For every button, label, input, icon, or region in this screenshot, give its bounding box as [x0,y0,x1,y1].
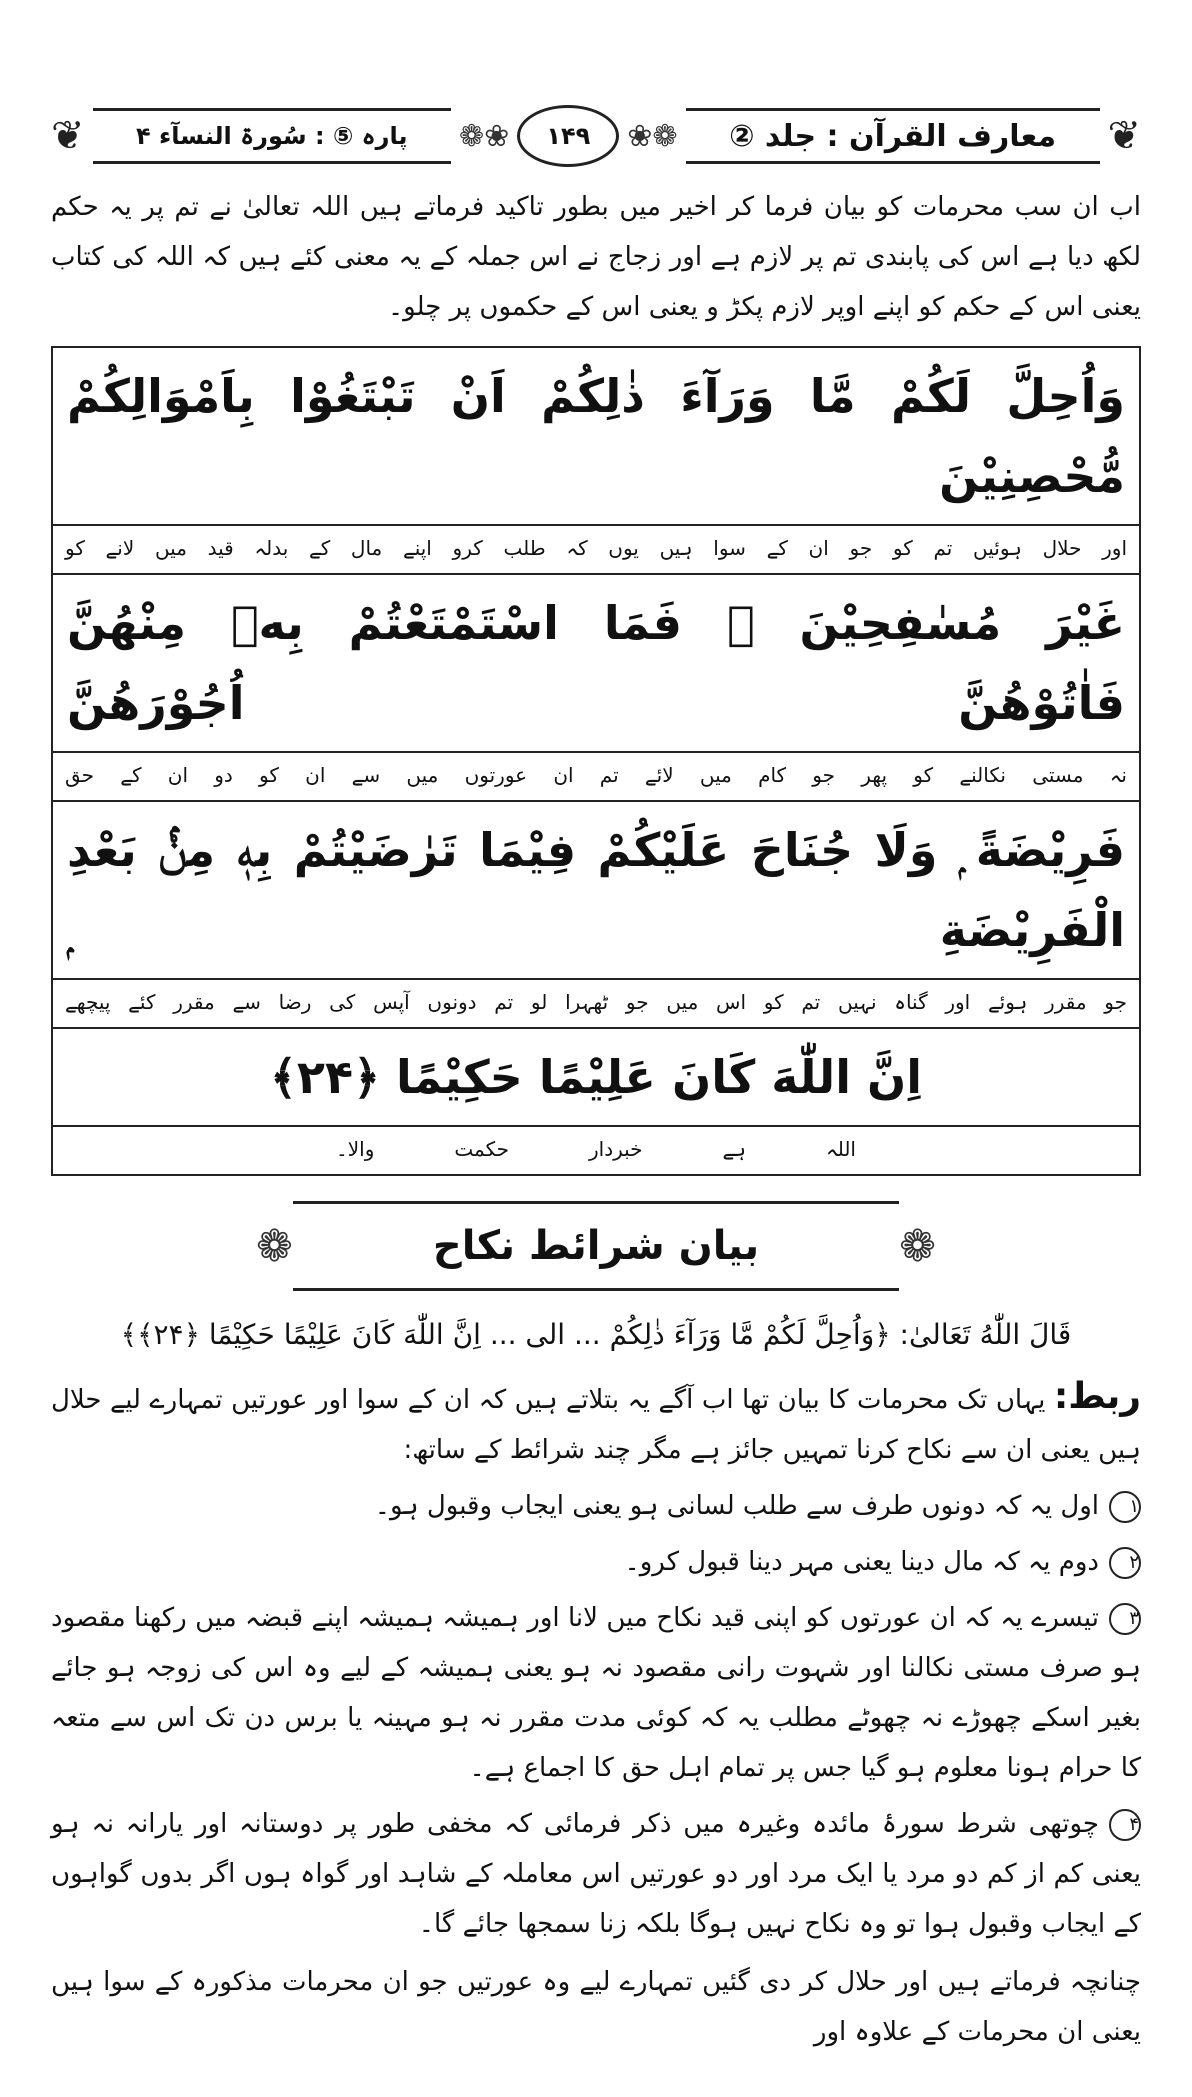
circled-number: ۳ [1109,1603,1141,1635]
circled-number: ۴ [1109,1809,1141,1841]
verse-arabic-row: اِنَّ اللّٰهَ كَانَ عَلِيْمًا حَكِيْمًا ﴿۲۴﴾ [53,1029,1139,1127]
ornament-icon: ❦ [1107,113,1142,159]
page-number: ۱۴۹ [517,105,619,167]
condition-item [51,1593,1141,1793]
condition-text: اول یہ کہ دونوں طرف سے طلب لسانی ہو یعنی ایجاب وقبول ہو۔ [374,1491,1099,1521]
translation-word: والا۔ [336,1137,375,1161]
header-center [459,105,678,167]
verse-table [51,346,1141,1176]
intro-paragraph: اب ان سب محرمات کو بیان فرما کر اخیر میں بطور تاکید فرماتے ہیں اللہ تعالیٰ نے تم پر یہ حکم لکھ دیا ہے اس کی پابندی تم پر لازم ہے اور زجاج نے اس جملہ کے یہ معنی کئے ہیں کہ اللہ کی کتاب یعنی اس کے حکم کو اپنے اوپر لازم پکڑ و یعنی اس کے حکموں پر چلو۔ [51,192,1141,322]
condition-item [51,1537,1141,1587]
ornament-icon: ❁❀ [459,118,510,154]
ornament-icon: ❀❁ [627,118,678,154]
translation-word: اللہ [825,1137,856,1161]
verse-arabic-row: غَيْرَ مُسٰفِحِيْنَ ۭ فَمَا اسْتَمْتَعْتُمْ بِهٖ مِنْهُنَّ فَاٰتُوْهُنَّ اُجُوْرَهُنَّ [53,575,1139,753]
section-title: بیان شرائط نکاح [293,1201,899,1291]
verse-quote: قَالَ اللّٰهُ تَعَالیٰ: ﴿وَاُحِلَّ لَكُمْ مَّا وَرَآءَ ذٰلِكُمْ ... الی ... اِنَّ اللّٰهَ كَانَ عَلِيْمًا حَكِيْمًا ﴿۲۴﴾﴾ [120,1318,1072,1351]
rabt-text: یہاں تک محرمات کا بیان تھا اب آگے یہ بتلاتے ہیں کہ ان کے سوا اور عورتیں تمہارے لیے حلال ہیں یعنی ان سے نکاح کرنا تمہیں جائز ہے مگر چند شرائط کے ساتھ: [51,1385,1141,1465]
translation-word: ہے [722,1137,746,1161]
verse-translation-row: نہ مستی نکالنے کو پھر جو کام میں لائے تم ان عورتوں میں سے ان کو دو ان کے حق [53,753,1139,802]
book-title: معارف القرآن : جلد ② [686,108,1100,164]
condition-item [51,1799,1141,1949]
page [51,0,1141,2097]
para-surah-label: پارہ ⑤ : سُورۃ النسآء ۴ [93,108,452,164]
translation-word: خبردار [588,1137,643,1161]
rabt-paragraph [51,1372,1141,1475]
ornament-icon: ❁ [899,1220,936,1272]
verse-translation-row: اور حلال ہوئیں تم کو جو ان کے سوا ہیں یوں کہ طلب کرو اپنے مال کے بدلہ قید میں لانے کو [53,526,1139,575]
verse-translation-row: جو مقرر ہوئے اور گناہ نہیں تم کو اس میں جو ٹھہرا لو تم دونوں آپس کی رضا سے مقرر کئے پیچھے [53,980,1139,1029]
translation-word: حکمت [454,1137,509,1161]
verse-arabic-row: وَاُحِلَّ لَكُمْ مَّا وَرَآءَ ذٰلِكُمْ اَنْ تَبْتَغُوْا بِاَمْوَالِكُمْ مُّحْصِنِيْنَ [53,348,1139,526]
ornament-icon: ❁ [256,1220,293,1272]
rabt-label: ربط: [1053,1376,1141,1417]
verse-translation-row [53,1127,1139,1174]
condition-item [51,1481,1141,1531]
condition-text: چوتھی شرط سورۂ مائدہ وغیرہ میں ذکر فرمائی کہ مخفی طور پر دوستانہ اور یارانہ نہ ہو یعنی کم از کم دو مرد یا ایک مرد اور دو عورتیں اس معاملہ کے شاہد اور گواہ ہوں اگر بدوں گواہوں کے ایجاب وقبول ہوا تو وہ نکاح نہیں ہوگا بلکہ زنا سمجھا جائے گا۔ [51,1809,1141,1939]
closing-paragraph: چنانچہ فرماتے ہیں اور حلال کر دی گئیں تمہارے لیے وہ عورتیں جو ان محرمات مذکورہ کے سوا ہیں یعنی ان محرمات کے علاوہ اور [51,1967,1141,2047]
condition-text: تیسرے یہ کہ ان عورتوں کو اپنی قید نکاح میں لانا اور ہمیشہ ہمیشہ اپنے قبضہ میں رکھنا مقصود ہو صرف مستی نکالنا اور شہوت رانی مقصود نہ ہو یعنی ہمیشہ کے لیے وہ اس کی زوجہ ہو جائے بغیر اسکے چھوڑے نہ چھوٹے مطلب یہ کہ کوئی مدت مقرر نہ ہو مہینہ یا برس دن تک اس سے متعہ کا حرام ہونا معلوم ہو گیا جس پر تمام اہل حق کا اجماع ہے۔ [51,1603,1141,1783]
running-header [51,104,1141,168]
circled-number: ۱ [1109,1491,1141,1523]
section-heading [256,1198,936,1294]
verse-arabic-row: فَرِيْضَةً ۭ وَلَا جُنَاحَ عَلَيْكُمْ فِيْمَا تَرٰضَيْتُمْ بِهٖ مِنْۢ بَعْدِ الْفَرِيْضَةِ ۭ [53,802,1139,980]
condition-text: دوم یہ کہ مال دینا یعنی مہر دینا قبول کرو۔ [624,1547,1099,1577]
circled-number: ۲ [1109,1547,1141,1579]
ornament-icon: ❦ [51,113,85,159]
